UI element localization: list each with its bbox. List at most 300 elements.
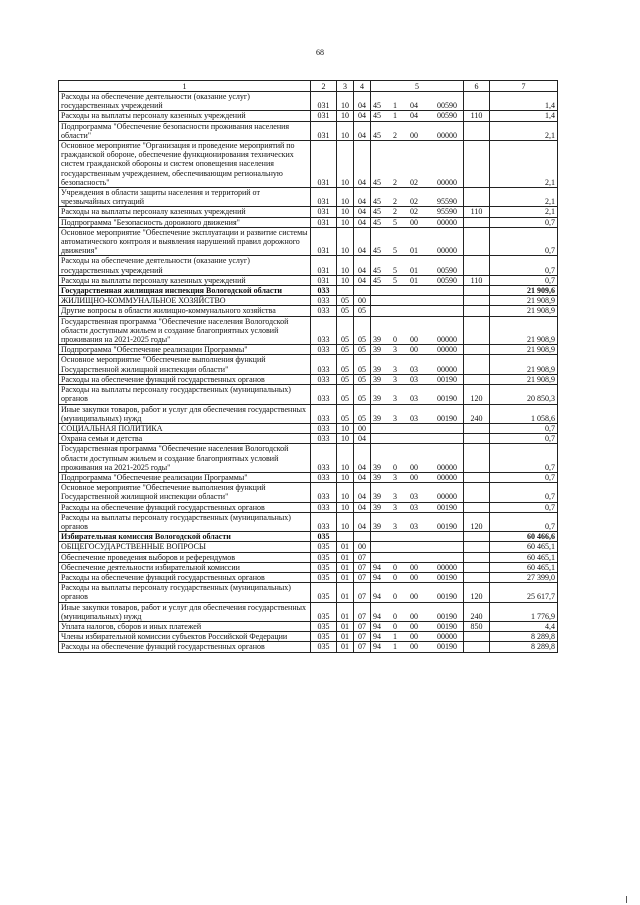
- target-article-part: 00190: [437, 572, 457, 582]
- row-section-code: 10: [337, 256, 354, 275]
- target-article-part: 0: [393, 562, 397, 572]
- row-section-code: 10: [337, 423, 354, 433]
- header-col-7: 7: [490, 81, 558, 92]
- budget-table: [58, 80, 558, 653]
- table-row: [59, 256, 558, 275]
- row-section-code: 05: [337, 306, 354, 316]
- target-article-part: 03: [410, 492, 418, 502]
- row-section-code: 01: [337, 562, 354, 572]
- row-target-article: [371, 227, 464, 256]
- row-subsection-code: 07: [354, 632, 371, 642]
- row-section-code: 05: [337, 316, 354, 345]
- target-article-part: 5: [393, 265, 397, 275]
- row-grbs-code: 033: [311, 512, 337, 531]
- row-amount: 1 776,9: [490, 602, 558, 621]
- table-row: [59, 472, 558, 482]
- row-target-article: [371, 444, 464, 473]
- row-grbs-code: 033: [311, 483, 337, 502]
- target-article-part: 00590: [437, 265, 457, 275]
- target-article-part: 94: [373, 611, 381, 621]
- row-expense-type: [464, 374, 490, 384]
- row-target-article: [371, 483, 464, 502]
- target-article-parts: [371, 197, 463, 206]
- row-description: Иные закупки товаров, работ и услуг для обеспечения государственных (муниципальных) нужд: [59, 404, 311, 423]
- target-article-parts: [371, 335, 463, 344]
- row-target-article: [371, 632, 464, 642]
- row-subsection-code: 00: [354, 542, 371, 552]
- row-section-code: 05: [337, 404, 354, 423]
- row-description: Расходы на выплаты персоналу государственных (муниципальных) органов: [59, 583, 311, 602]
- target-article-part: 00190: [437, 611, 457, 621]
- row-expense-type: [464, 502, 490, 512]
- target-article-part: 39: [373, 462, 381, 472]
- target-article-part: 00000: [437, 462, 457, 472]
- row-description: Государственная программа "Обеспечение населения Вологодской области доступным жильем и создание благоприятных условий проживания на 2021-2025 годы": [59, 316, 311, 345]
- target-article-part: 45: [373, 130, 381, 140]
- row-expense-type: [464, 444, 490, 473]
- row-expense-type: [464, 434, 490, 444]
- row-amount: 21 908,9: [490, 296, 558, 306]
- row-section-code: 01: [337, 583, 354, 602]
- row-grbs-code: 033: [311, 472, 337, 482]
- header-col-2: 2: [311, 81, 337, 92]
- row-target-article: [371, 286, 464, 296]
- row-expense-type: 850: [464, 621, 490, 631]
- target-article-part: 39: [373, 502, 381, 512]
- row-description: Расходы на обеспечение деятельности (оказание услуг) государственных учреждений: [59, 256, 311, 275]
- row-grbs-code: 035: [311, 602, 337, 621]
- target-article-part: 3: [393, 521, 397, 531]
- row-description: Члены избирательной комиссии субъектов Российской Федерации: [59, 632, 311, 642]
- row-amount: 21 908,9: [490, 345, 558, 355]
- target-article-part: 45: [373, 265, 381, 275]
- row-section-code: 05: [337, 296, 354, 306]
- target-article-part: 39: [373, 345, 381, 355]
- target-article-part: 2: [393, 130, 397, 140]
- header-col-1: 1: [59, 81, 311, 92]
- row-description: Основное мероприятие "Организация и проведение мероприятий по гражданской обороне, обеспечение функционирования технических систем гражданской обороны и систем оповещения населения государственным учреждением, обеспечивающим региональную безопасность": [59, 141, 311, 188]
- target-article-parts: [371, 276, 463, 285]
- row-description: Учреждения в области защиты населения и территорий от чрезвычайных ситуаций: [59, 188, 311, 207]
- target-article-part: 00590: [437, 275, 457, 285]
- row-grbs-code: 033: [311, 345, 337, 355]
- table-row: [59, 286, 558, 296]
- row-amount: 0,7: [490, 512, 558, 531]
- row-grbs-code: 033: [311, 444, 337, 473]
- row-amount: 60 465,1: [490, 542, 558, 552]
- target-article-parts: [371, 375, 463, 384]
- row-description: Обеспечение деятельности избирательной комиссии: [59, 562, 311, 572]
- row-amount: 0,7: [490, 275, 558, 285]
- row-subsection-code: [354, 286, 371, 296]
- row-target-article: [371, 121, 464, 140]
- row-section-code: [337, 286, 354, 296]
- row-expense-type: [464, 355, 490, 374]
- target-article-part: 00190: [437, 413, 457, 423]
- target-article-part: 00: [410, 632, 418, 642]
- target-article-part: 02: [410, 177, 418, 187]
- row-amount: 1 058,6: [490, 404, 558, 423]
- row-subsection-code: 05: [354, 355, 371, 374]
- table-row: [59, 188, 558, 207]
- row-amount: 0,7: [490, 423, 558, 433]
- row-grbs-code: 033: [311, 286, 337, 296]
- row-grbs-code: 035: [311, 542, 337, 552]
- row-section-code: 10: [337, 92, 354, 111]
- target-article-part: 45: [373, 177, 381, 187]
- row-grbs-code: 031: [311, 121, 337, 140]
- row-target-article: [371, 472, 464, 482]
- target-article-part: 00: [410, 572, 418, 582]
- row-target-article: [371, 542, 464, 552]
- target-article-parts: [371, 632, 463, 641]
- target-article-part: 00190: [437, 374, 457, 384]
- row-description: Основное мероприятие "Обеспечение выполнения функций Государственной жилищной инспекции области": [59, 355, 311, 374]
- row-section-code: 10: [337, 483, 354, 502]
- target-article-parts: [371, 622, 463, 631]
- table-row: [59, 374, 558, 384]
- target-article-part: 03: [410, 364, 418, 374]
- target-article-part: 94: [373, 621, 381, 631]
- row-target-article: [371, 256, 464, 275]
- target-article-part: 95590: [437, 207, 457, 217]
- row-grbs-code: 031: [311, 217, 337, 227]
- row-subsection-code: 04: [354, 92, 371, 111]
- table-row: [59, 632, 558, 642]
- target-article-part: 94: [373, 562, 381, 572]
- row-target-article: [371, 642, 464, 652]
- target-article-part: 03: [410, 374, 418, 384]
- row-subsection-code: 07: [354, 572, 371, 582]
- target-article-parts: [371, 642, 463, 651]
- target-article-part: 3: [393, 394, 397, 404]
- row-description: Подпрограмма "Обеспечение реализации Программы": [59, 472, 311, 482]
- target-article-part: 00000: [437, 217, 457, 227]
- row-description: Расходы на выплаты персоналу государственных (муниципальных) органов: [59, 385, 311, 404]
- row-target-article: [371, 355, 464, 374]
- row-description: Избирательная комиссия Вологодской области: [59, 532, 311, 542]
- target-article-part: 45: [373, 111, 381, 121]
- row-amount: 2,1: [490, 141, 558, 188]
- row-description: СОЦИАЛЬНАЯ ПОЛИТИКА: [59, 423, 311, 433]
- row-grbs-code: 033: [311, 404, 337, 423]
- row-subsection-code: 04: [354, 111, 371, 121]
- row-amount: 20 850,3: [490, 385, 558, 404]
- row-description: Расходы на обеспечение функций государственных органов: [59, 572, 311, 582]
- row-target-article: [371, 434, 464, 444]
- row-grbs-code: 035: [311, 642, 337, 652]
- target-article-part: 00000: [437, 364, 457, 374]
- row-expense-type: [464, 121, 490, 140]
- target-article-part: 02: [410, 207, 418, 217]
- row-expense-type: [464, 92, 490, 111]
- target-article-part: 2: [393, 197, 397, 207]
- table-row: [59, 404, 558, 423]
- target-article-part: 00000: [437, 246, 457, 256]
- target-article-part: 45: [373, 275, 381, 285]
- row-grbs-code: 035: [311, 621, 337, 631]
- target-article-part: 00: [410, 562, 418, 572]
- row-grbs-code: 033: [311, 502, 337, 512]
- row-amount: 60 466,6: [490, 532, 558, 542]
- table-row: [59, 572, 558, 582]
- table-row: [59, 207, 558, 217]
- row-subsection-code: 07: [354, 562, 371, 572]
- row-subsection-code: 05: [354, 316, 371, 345]
- target-article-parts: [371, 394, 463, 403]
- target-article-part: 00: [410, 472, 418, 482]
- target-article-part: 01: [410, 246, 418, 256]
- row-target-article: [371, 92, 464, 111]
- row-target-article: [371, 602, 464, 621]
- table-row: [59, 141, 558, 188]
- target-article-part: 00190: [437, 621, 457, 631]
- target-article-parts: [371, 573, 463, 582]
- row-description: ЖИЛИЩНО-КОММУНАЛЬНОЕ ХОЗЯЙСТВО: [59, 296, 311, 306]
- row-amount: 25 617,7: [490, 583, 558, 602]
- row-grbs-code: 033: [311, 355, 337, 374]
- row-target-article: [371, 562, 464, 572]
- target-article-part: 0: [393, 592, 397, 602]
- target-article-parts: [371, 111, 463, 120]
- row-target-article: [371, 374, 464, 384]
- row-amount: 0,7: [490, 502, 558, 512]
- table-row: [59, 502, 558, 512]
- row-amount: 0,7: [490, 472, 558, 482]
- target-article-parts: [371, 463, 463, 472]
- row-target-article: [371, 306, 464, 316]
- row-description: Обеспечение проведения выборов и референдумов: [59, 552, 311, 562]
- row-amount: 21 909,6: [490, 286, 558, 296]
- row-target-article: [371, 207, 464, 217]
- target-article-part: 00000: [437, 177, 457, 187]
- target-article-part: 00190: [437, 521, 457, 531]
- row-expense-type: [464, 345, 490, 355]
- target-article-part: 04: [410, 101, 418, 111]
- table-row: [59, 275, 558, 285]
- row-amount: 0,7: [490, 227, 558, 256]
- target-article-part: 39: [373, 364, 381, 374]
- row-expense-type: [464, 632, 490, 642]
- target-article-part: 1: [393, 632, 397, 642]
- row-description: Расходы на выплаты персоналу казенных учреждений: [59, 111, 311, 121]
- row-subsection-code: [354, 532, 371, 542]
- row-amount: 8 289,8: [490, 632, 558, 642]
- row-target-article: [371, 583, 464, 602]
- row-amount: 1,4: [490, 92, 558, 111]
- row-section-code: 10: [337, 188, 354, 207]
- row-target-article: [371, 512, 464, 531]
- row-subsection-code: 04: [354, 217, 371, 227]
- target-article-part: 1: [393, 111, 397, 121]
- target-article-part: 00: [410, 621, 418, 631]
- row-subsection-code: 05: [354, 385, 371, 404]
- target-article-part: 39: [373, 472, 381, 482]
- row-description: Другие вопросы в области жилищно-коммунального хозяйства: [59, 306, 311, 316]
- target-article-part: 0: [393, 462, 397, 472]
- target-article-part: 00: [410, 611, 418, 621]
- row-expense-type: [464, 141, 490, 188]
- row-description: Подпрограмма "Безопасность дорожного движения": [59, 217, 311, 227]
- row-section-code: 01: [337, 621, 354, 631]
- target-article-parts: [371, 414, 463, 423]
- row-expense-type: [464, 532, 490, 542]
- row-description: Государственная жилищная инспекция Вологодской области: [59, 286, 311, 296]
- target-article-part: 3: [393, 472, 397, 482]
- row-subsection-code: 07: [354, 642, 371, 652]
- target-article-part: 2: [393, 177, 397, 187]
- row-expense-type: 240: [464, 404, 490, 423]
- row-amount: 1,4: [490, 111, 558, 121]
- row-subsection-code: 04: [354, 256, 371, 275]
- table-row: [59, 562, 558, 572]
- row-subsection-code: 04: [354, 483, 371, 502]
- target-article-part: 95590: [437, 197, 457, 207]
- row-grbs-code: 035: [311, 583, 337, 602]
- row-section-code: 10: [337, 217, 354, 227]
- target-article-parts: [371, 178, 463, 187]
- row-subsection-code: 04: [354, 227, 371, 256]
- target-article-parts: [371, 563, 463, 572]
- row-section-code: 10: [337, 121, 354, 140]
- target-article-part: 00590: [437, 111, 457, 121]
- target-article-part: 39: [373, 374, 381, 384]
- row-section-code: 10: [337, 472, 354, 482]
- row-grbs-code: 033: [311, 306, 337, 316]
- row-subsection-code: 00: [354, 423, 371, 433]
- target-article-part: 00000: [437, 335, 457, 345]
- target-article-part: 5: [393, 217, 397, 227]
- table-row: [59, 552, 558, 562]
- target-article-part: 1: [393, 101, 397, 111]
- row-expense-type: [464, 227, 490, 256]
- target-article-part: 03: [410, 413, 418, 423]
- target-article-part: 00: [410, 462, 418, 472]
- row-grbs-code: 035: [311, 532, 337, 542]
- row-amount: 60 465,1: [490, 552, 558, 562]
- table-row: [59, 483, 558, 502]
- row-description: Расходы на обеспечение функций государственных органов: [59, 642, 311, 652]
- row-expense-type: [464, 316, 490, 345]
- target-article-part: 45: [373, 197, 381, 207]
- row-description: ОБЩЕГОСУДАРСТВЕННЫЕ ВОПРОСЫ: [59, 542, 311, 552]
- row-section-code: 10: [337, 141, 354, 188]
- row-section-code: [337, 532, 354, 542]
- table-row: [59, 444, 558, 473]
- table-row: [59, 385, 558, 404]
- target-article-part: 00590: [437, 101, 457, 111]
- row-subsection-code: 05: [354, 345, 371, 355]
- target-article-parts: [371, 365, 463, 374]
- row-section-code: 05: [337, 374, 354, 384]
- row-grbs-code: 031: [311, 207, 337, 217]
- table-header-row: [59, 81, 558, 92]
- row-subsection-code: 07: [354, 621, 371, 631]
- row-description: Основное мероприятие "Обеспечение эксплуатации и развитие системы автоматического контроля и выявления нарушений правил дорожного движения": [59, 227, 311, 256]
- header-col-5: 5: [371, 81, 464, 92]
- table-row: [59, 121, 558, 140]
- row-description: Государственная программа "Обеспечение населения Вологодской области доступным жильем и создание благоприятных условий проживания на 2021-2025 годы": [59, 444, 311, 473]
- target-article-parts: [371, 207, 463, 216]
- row-grbs-code: 033: [311, 423, 337, 433]
- target-article-part: 94: [373, 632, 381, 642]
- row-grbs-code: 031: [311, 227, 337, 256]
- table-row: [59, 355, 558, 374]
- row-amount: 2,1: [490, 121, 558, 140]
- row-amount: 8 289,8: [490, 642, 558, 652]
- target-article-part: 3: [393, 413, 397, 423]
- row-target-article: [371, 404, 464, 423]
- row-subsection-code: 04: [354, 121, 371, 140]
- row-target-article: [371, 502, 464, 512]
- row-amount: 0,7: [490, 256, 558, 275]
- target-article-part: 39: [373, 413, 381, 423]
- row-grbs-code: 035: [311, 572, 337, 582]
- target-article-part: 39: [373, 394, 381, 404]
- row-subsection-code: 04: [354, 188, 371, 207]
- row-subsection-code: 00: [354, 296, 371, 306]
- row-section-code: 01: [337, 642, 354, 652]
- target-article-part: 03: [410, 502, 418, 512]
- target-article-part: 03: [410, 521, 418, 531]
- target-article-part: 00190: [437, 394, 457, 404]
- target-article-part: 00000: [437, 562, 457, 572]
- target-article-parts: [371, 492, 463, 501]
- row-description: Расходы на обеспечение функций государственных органов: [59, 374, 311, 384]
- row-subsection-code: 04: [354, 207, 371, 217]
- row-expense-type: [464, 542, 490, 552]
- row-subsection-code: 07: [354, 602, 371, 621]
- row-grbs-code: 031: [311, 188, 337, 207]
- target-article-parts: [371, 131, 463, 140]
- target-article-parts: [371, 218, 463, 227]
- target-article-parts: [371, 592, 463, 601]
- row-target-article: [371, 345, 464, 355]
- row-expense-type: [464, 572, 490, 582]
- row-target-article: [371, 296, 464, 306]
- row-subsection-code: 04: [354, 275, 371, 285]
- row-subsection-code: 04: [354, 434, 371, 444]
- target-article-part: 45: [373, 207, 381, 217]
- row-description: Расходы на выплаты персоналу казенных учреждений: [59, 275, 311, 285]
- row-section-code: 10: [337, 227, 354, 256]
- row-expense-type: [464, 562, 490, 572]
- target-article-part: 5: [393, 275, 397, 285]
- row-section-code: 01: [337, 632, 354, 642]
- target-article-parts: [371, 503, 463, 512]
- target-article-part: 00: [410, 130, 418, 140]
- row-amount: 0,7: [490, 217, 558, 227]
- target-article-parts: [371, 246, 463, 255]
- row-description: Расходы на выплаты персоналу государственных (муниципальных) органов: [59, 512, 311, 531]
- row-section-code: 05: [337, 385, 354, 404]
- row-section-code: 01: [337, 552, 354, 562]
- row-subsection-code: 05: [354, 404, 371, 423]
- target-article-part: 0: [393, 611, 397, 621]
- row-target-article: [371, 385, 464, 404]
- row-grbs-code: 035: [311, 632, 337, 642]
- target-article-part: 0: [393, 572, 397, 582]
- row-grbs-code: 031: [311, 111, 337, 121]
- header-col-4: 4: [354, 81, 371, 92]
- target-article-parts: [371, 473, 463, 482]
- row-target-article: [371, 141, 464, 188]
- table-row: [59, 621, 558, 631]
- row-target-article: [371, 188, 464, 207]
- header-col-6: 6: [464, 81, 490, 92]
- row-amount: 2,1: [490, 207, 558, 217]
- row-amount: 21 908,9: [490, 355, 558, 374]
